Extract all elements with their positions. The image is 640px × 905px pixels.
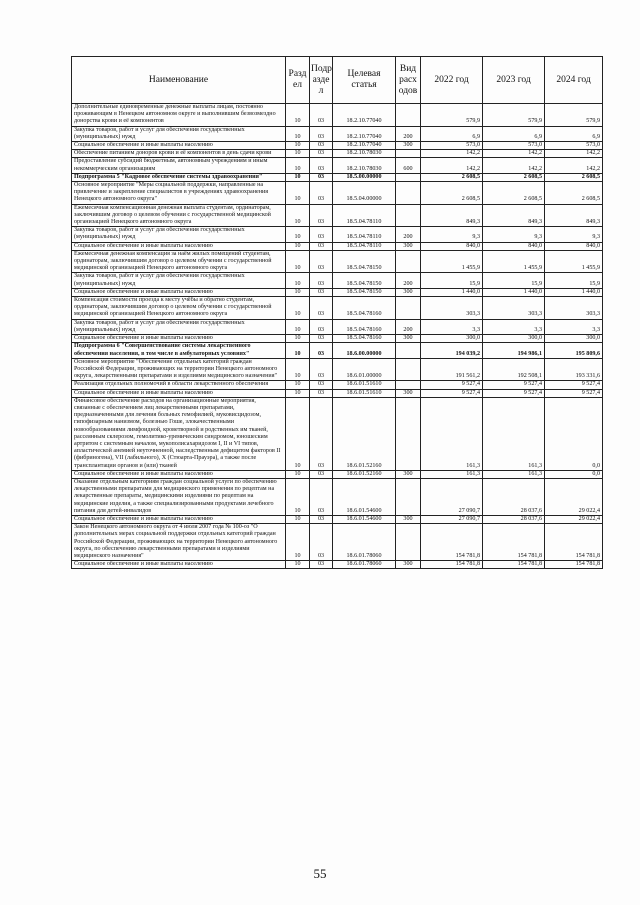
cell-2024: 0,0 bbox=[545, 397, 603, 470]
table-row bbox=[72, 470, 603, 478]
cell-name: Оказание отдельным категориям граждан социальной услуги по обеспечению лекарственными препаратами для медицинского применения по рецептам на лекарственные препараты, медицинскими изделиями по рецептам на медицинские изделия, а также специализированными продуктами лечебного питания для детей-инвалидов bbox=[72, 478, 286, 515]
cell-2023: 9,3 bbox=[483, 227, 545, 242]
cell-target-article: 18.6.01.54600 bbox=[333, 478, 396, 515]
cell-2022: 2 608,5 bbox=[421, 173, 483, 181]
cell-2024: 1 440,0 bbox=[545, 288, 603, 296]
cell-name: Социальное обеспечение и иные выплаты населению bbox=[72, 142, 286, 150]
cell-expense-type bbox=[396, 204, 421, 227]
cell-2022: 840,0 bbox=[421, 242, 483, 250]
cell-target-article: 18.5.00.00000 bbox=[333, 173, 396, 181]
cell-2022: 6,9 bbox=[421, 126, 483, 141]
cell-target-article: 18.2.10.77040 bbox=[333, 126, 396, 141]
cell-section: 10 bbox=[286, 173, 310, 181]
cell-section: 10 bbox=[286, 182, 310, 205]
table-row bbox=[72, 397, 603, 470]
cell-2023: 192 508,1 bbox=[483, 358, 545, 381]
cell-section: 10 bbox=[286, 288, 310, 296]
cell-section: 10 bbox=[286, 515, 310, 523]
cell-name: Основное мероприятие "Обеспечение отдельных категорий граждан Российской Федерации, проживающих на территории Ненецкого автономного округа, лекарственными препаратами и изделиями медицинского назначения" bbox=[72, 358, 286, 381]
cell-section: 10 bbox=[286, 319, 310, 334]
cell-2022: 9 527,4 bbox=[421, 381, 483, 389]
cell-target-article: 18.6.01.51610 bbox=[333, 381, 396, 389]
cell-2022: 3,3 bbox=[421, 319, 483, 334]
cell-subsection: 03 bbox=[310, 173, 333, 181]
cell-2022: 27 090,7 bbox=[421, 515, 483, 523]
cell-subsection: 03 bbox=[310, 389, 333, 397]
cell-2023: 1 440,0 bbox=[483, 288, 545, 296]
cell-expense-type bbox=[396, 524, 421, 561]
cell-target-article: 18.5.04.78150 bbox=[333, 250, 396, 273]
header-subsection: Подр азде л bbox=[310, 57, 333, 104]
cell-2024: 142,2 bbox=[545, 158, 603, 173]
cell-subsection: 03 bbox=[310, 397, 333, 470]
table-row bbox=[72, 335, 603, 343]
cell-2022: 300,0 bbox=[421, 335, 483, 343]
cell-target-article: 18.5.04.78110 bbox=[333, 204, 396, 227]
cell-2022: 303,3 bbox=[421, 297, 483, 320]
header-expense-type: Вид расх одов bbox=[396, 57, 421, 104]
cell-name: Подпрограмма 5 "Кадровое обеспечение системы здравоохранения" bbox=[72, 173, 286, 181]
cell-expense-type: 300 bbox=[396, 335, 421, 343]
cell-2024: 154 781,8 bbox=[545, 561, 603, 569]
cell-subsection: 03 bbox=[310, 561, 333, 569]
table-row bbox=[72, 389, 603, 397]
cell-subsection: 03 bbox=[310, 227, 333, 242]
cell-subsection: 03 bbox=[310, 319, 333, 334]
cell-target-article: 18.5.04.78110 bbox=[333, 242, 396, 250]
cell-section: 10 bbox=[286, 389, 310, 397]
cell-2023: 3,3 bbox=[483, 319, 545, 334]
cell-2024: 29 022,4 bbox=[545, 478, 603, 515]
cell-target-article: 18.2.10.78030 bbox=[333, 150, 396, 158]
table-row bbox=[72, 204, 603, 227]
table-row bbox=[72, 561, 603, 569]
header-2023: 2023 год bbox=[483, 57, 545, 104]
cell-subsection: 03 bbox=[310, 470, 333, 478]
cell-name: Закон Ненецкого автономного округа от 4 июля 2007 года № 100-оз "О дополнительных мерах социальной поддержки отдельных категорий граждан Российской Федерации, проживающих на территории Ненецкого автономного округа, по обеспечению лекарственными препаратами и изделиями медицинского назначения" bbox=[72, 524, 286, 561]
header-2022: 2022 год bbox=[421, 57, 483, 104]
cell-name: Закупка товаров, работ и услуг для обеспечения государственных (муниципальных) нужд bbox=[72, 227, 286, 242]
table-row bbox=[72, 150, 603, 158]
table-row bbox=[72, 227, 603, 242]
cell-2023: 573,0 bbox=[483, 142, 545, 150]
cell-section: 10 bbox=[286, 297, 310, 320]
budget-table bbox=[71, 56, 603, 569]
cell-name: Обеспечение питанием доноров крови и её компонентов в день сдачи крови bbox=[72, 150, 286, 158]
cell-name: Реализация отдельных полномочий в области лекарственного обеспечения bbox=[72, 381, 286, 389]
cell-2022: 849,3 bbox=[421, 204, 483, 227]
cell-subsection: 03 bbox=[310, 297, 333, 320]
cell-subsection: 03 bbox=[310, 515, 333, 523]
cell-2022: 2 608,5 bbox=[421, 182, 483, 205]
cell-2022: 1 440,0 bbox=[421, 288, 483, 296]
cell-expense-type: 300 bbox=[396, 561, 421, 569]
cell-2023: 194 986,1 bbox=[483, 343, 545, 358]
cell-name: Подпрограмма 6 "Совершенствование системы лекарственного обеспечения населения, в том числе в амбулаторных условиях" bbox=[72, 343, 286, 358]
cell-name: Социальное обеспечение и иные выплаты населению bbox=[72, 515, 286, 523]
cell-expense-type bbox=[396, 381, 421, 389]
cell-expense-type: 300 bbox=[396, 142, 421, 150]
cell-2022: 194 039,2 bbox=[421, 343, 483, 358]
table-row bbox=[72, 478, 603, 515]
cell-target-article: 18.5.04.78160 bbox=[333, 319, 396, 334]
cell-expense-type bbox=[396, 343, 421, 358]
cell-subsection: 03 bbox=[310, 478, 333, 515]
cell-name: Закупка товаров, работ и услуг для обеспечения государственных (муниципальных) нужд bbox=[72, 319, 286, 334]
cell-target-article: 18.6.00.00000 bbox=[333, 343, 396, 358]
cell-2023: 161,3 bbox=[483, 397, 545, 470]
cell-section: 10 bbox=[286, 273, 310, 288]
cell-2024: 840,0 bbox=[545, 242, 603, 250]
cell-name: Основное мероприятие "Меры социальной поддержки, направленные на привлечение и закрепление специалистов в учреждениях здравоохранения Ненецкого автономного округа" bbox=[72, 182, 286, 205]
cell-2022: 579,9 bbox=[421, 104, 483, 127]
cell-2024: 573,0 bbox=[545, 142, 603, 150]
table-row bbox=[72, 242, 603, 250]
cell-2022: 573,0 bbox=[421, 142, 483, 150]
cell-name: Социальное обеспечение и иные выплаты населению bbox=[72, 335, 286, 343]
cell-2024: 579,9 bbox=[545, 104, 603, 127]
cell-2023: 2 608,5 bbox=[483, 173, 545, 181]
cell-2024: 15,9 bbox=[545, 273, 603, 288]
table-row bbox=[72, 343, 603, 358]
cell-2022: 9,3 bbox=[421, 227, 483, 242]
table-row bbox=[72, 273, 603, 288]
cell-name: Закупка товаров, работ и услуг для обеспечения государственных (муниципальных) нужд bbox=[72, 273, 286, 288]
cell-section: 10 bbox=[286, 397, 310, 470]
table-row bbox=[72, 297, 603, 320]
cell-target-article: 18.5.04.78160 bbox=[333, 335, 396, 343]
cell-expense-type bbox=[396, 104, 421, 127]
table-row bbox=[72, 524, 603, 561]
cell-section: 10 bbox=[286, 126, 310, 141]
cell-subsection: 03 bbox=[310, 381, 333, 389]
cell-2023: 154 781,8 bbox=[483, 524, 545, 561]
cell-expense-type bbox=[396, 478, 421, 515]
cell-expense-type: 200 bbox=[396, 273, 421, 288]
cell-target-article: 18.6.01.52160 bbox=[333, 397, 396, 470]
cell-2023: 1 455,9 bbox=[483, 250, 545, 273]
header-2024: 2024 год bbox=[545, 57, 603, 104]
cell-subsection: 03 bbox=[310, 524, 333, 561]
table-row bbox=[72, 182, 603, 205]
cell-2024: 9 527,4 bbox=[545, 381, 603, 389]
cell-subsection: 03 bbox=[310, 343, 333, 358]
cell-subsection: 03 bbox=[310, 335, 333, 343]
table-row bbox=[72, 250, 603, 273]
cell-2023: 28 037,6 bbox=[483, 478, 545, 515]
cell-2024: 9 527,4 bbox=[545, 389, 603, 397]
cell-2024: 849,3 bbox=[545, 204, 603, 227]
cell-target-article: 18.5.04.78150 bbox=[333, 273, 396, 288]
table-row bbox=[72, 288, 603, 296]
cell-subsection: 03 bbox=[310, 358, 333, 381]
table-header-row bbox=[72, 57, 603, 104]
table-row bbox=[72, 173, 603, 181]
cell-2024: 2 608,5 bbox=[545, 182, 603, 205]
header-target-article: Целевая статья bbox=[333, 57, 396, 104]
cell-expense-type: 300 bbox=[396, 515, 421, 523]
cell-expense-type bbox=[396, 297, 421, 320]
cell-target-article: 18.2.10.77040 bbox=[333, 142, 396, 150]
cell-target-article: 18.6.01.00000 bbox=[333, 358, 396, 381]
cell-subsection: 03 bbox=[310, 142, 333, 150]
table-row bbox=[72, 381, 603, 389]
cell-expense-type: 200 bbox=[396, 126, 421, 141]
cell-section: 10 bbox=[286, 335, 310, 343]
cell-2022: 1 455,9 bbox=[421, 250, 483, 273]
cell-2022: 161,3 bbox=[421, 397, 483, 470]
cell-target-article: 18.6.01.52160 bbox=[333, 470, 396, 478]
cell-section: 10 bbox=[286, 358, 310, 381]
cell-2024: 303,3 bbox=[545, 297, 603, 320]
cell-section: 10 bbox=[286, 478, 310, 515]
cell-2023: 142,2 bbox=[483, 150, 545, 158]
cell-target-article: 18.2.10.77040 bbox=[333, 104, 396, 127]
cell-subsection: 03 bbox=[310, 104, 333, 127]
cell-name: Ежемесячная компенсационная денежная выплата студентам, ординаторам, заключившим договор о целевом обучении с государственной медицинской организацией Ненецкого автономного округа bbox=[72, 204, 286, 227]
cell-target-article: 18.6.01.78060 bbox=[333, 561, 396, 569]
cell-expense-type bbox=[396, 358, 421, 381]
cell-expense-type: 200 bbox=[396, 319, 421, 334]
page-number: 55 bbox=[313, 866, 327, 881]
cell-target-article: 18.2.10.78030 bbox=[333, 158, 396, 173]
cell-2023: 2 608,5 bbox=[483, 182, 545, 205]
cell-expense-type bbox=[396, 397, 421, 470]
cell-section: 10 bbox=[286, 142, 310, 150]
cell-target-article: 18.6.01.78060 bbox=[333, 524, 396, 561]
cell-target-article: 18.6.01.51610 bbox=[333, 389, 396, 397]
cell-2022: 154 781,8 bbox=[421, 524, 483, 561]
cell-2022: 142,2 bbox=[421, 158, 483, 173]
cell-section: 10 bbox=[286, 158, 310, 173]
cell-name: Социальное обеспечение и иные выплаты населению bbox=[72, 470, 286, 478]
cell-2023: 161,3 bbox=[483, 470, 545, 478]
cell-name: Социальное обеспечение и иные выплаты населению bbox=[72, 561, 286, 569]
cell-section: 10 bbox=[286, 242, 310, 250]
cell-subsection: 03 bbox=[310, 250, 333, 273]
cell-subsection: 03 bbox=[310, 150, 333, 158]
cell-2022: 15,9 bbox=[421, 273, 483, 288]
header-name: Наименование bbox=[72, 57, 286, 104]
cell-expense-type bbox=[396, 182, 421, 205]
cell-2024: 9,3 bbox=[545, 227, 603, 242]
cell-2023: 303,3 bbox=[483, 297, 545, 320]
cell-2022: 27 090,7 bbox=[421, 478, 483, 515]
table-row bbox=[72, 319, 603, 334]
cell-target-article: 18.5.04.78150 bbox=[333, 288, 396, 296]
cell-2024: 6,9 bbox=[545, 126, 603, 141]
cell-subsection: 03 bbox=[310, 126, 333, 141]
cell-section: 10 bbox=[286, 524, 310, 561]
cell-section: 10 bbox=[286, 561, 310, 569]
cell-subsection: 03 bbox=[310, 273, 333, 288]
cell-expense-type bbox=[396, 250, 421, 273]
cell-section: 10 bbox=[286, 470, 310, 478]
cell-2022: 191 561,2 bbox=[421, 358, 483, 381]
cell-section: 10 bbox=[286, 381, 310, 389]
cell-2022: 9 527,4 bbox=[421, 389, 483, 397]
cell-section: 10 bbox=[286, 104, 310, 127]
cell-subsection: 03 bbox=[310, 158, 333, 173]
cell-subsection: 03 bbox=[310, 204, 333, 227]
cell-2022: 142,2 bbox=[421, 150, 483, 158]
cell-expense-type bbox=[396, 173, 421, 181]
cell-expense-type: 200 bbox=[396, 227, 421, 242]
table-row bbox=[72, 158, 603, 173]
table-row bbox=[72, 126, 603, 141]
cell-2024: 195 809,6 bbox=[545, 343, 603, 358]
cell-expense-type: 300 bbox=[396, 389, 421, 397]
cell-2023: 6,9 bbox=[483, 126, 545, 141]
cell-2024: 29 022,4 bbox=[545, 515, 603, 523]
cell-2024: 1 455,9 bbox=[545, 250, 603, 273]
table-row bbox=[72, 515, 603, 523]
cell-2023: 579,9 bbox=[483, 104, 545, 127]
cell-2023: 9 527,4 bbox=[483, 381, 545, 389]
cell-subsection: 03 bbox=[310, 242, 333, 250]
cell-subsection: 03 bbox=[310, 288, 333, 296]
cell-name: Социальное обеспечение и иные выплаты населению bbox=[72, 288, 286, 296]
cell-2024: 0,0 bbox=[545, 470, 603, 478]
cell-section: 10 bbox=[286, 204, 310, 227]
cell-section: 10 bbox=[286, 343, 310, 358]
table-row bbox=[72, 142, 603, 150]
cell-name: Дополнительные единовременные денежные выплаты лицам, постоянно проживающим в Ненецком автономном округе и выполнившим безвозмездно донорства крови и её компонентов bbox=[72, 104, 286, 127]
cell-expense-type: 300 bbox=[396, 288, 421, 296]
cell-2023: 15,9 bbox=[483, 273, 545, 288]
cell-expense-type: 300 bbox=[396, 470, 421, 478]
cell-name: Закупка товаров, работ и услуг для обеспечения государственных (муниципальных) нужд bbox=[72, 126, 286, 141]
cell-2024: 142,2 bbox=[545, 150, 603, 158]
cell-2022: 161,3 bbox=[421, 470, 483, 478]
cell-2023: 849,3 bbox=[483, 204, 545, 227]
cell-2023: 9 527,4 bbox=[483, 389, 545, 397]
cell-2024: 154 781,8 bbox=[545, 524, 603, 561]
cell-expense-type: 600 bbox=[396, 158, 421, 173]
cell-2023: 154 781,8 bbox=[483, 561, 545, 569]
cell-target-article: 18.6.01.54600 bbox=[333, 515, 396, 523]
cell-target-article: 18.5.04.78110 bbox=[333, 227, 396, 242]
cell-expense-type: 300 bbox=[396, 242, 421, 250]
cell-target-article: 18.5.04.78160 bbox=[333, 297, 396, 320]
table-row bbox=[72, 104, 603, 127]
cell-2023: 28 037,6 bbox=[483, 515, 545, 523]
cell-section: 10 bbox=[286, 227, 310, 242]
cell-2022: 154 781,8 bbox=[421, 561, 483, 569]
table-row bbox=[72, 358, 603, 381]
cell-name: Социальное обеспечение и иные выплаты населению bbox=[72, 242, 286, 250]
cell-2023: 300,0 bbox=[483, 335, 545, 343]
cell-2023: 840,0 bbox=[483, 242, 545, 250]
cell-2024: 300,0 bbox=[545, 335, 603, 343]
cell-target-article: 18.5.04.00000 bbox=[333, 182, 396, 205]
cell-section: 10 bbox=[286, 250, 310, 273]
cell-name: Ежемесячная денежная компенсация за наём жилых помещений студентам, ординаторам, заключившим договор о целевом обучении с государственной медицинской организацией Ненецкого автономного округа bbox=[72, 250, 286, 273]
header-section: Разд ел bbox=[286, 57, 310, 104]
cell-name: Финансовое обеспечение расходов на организационные мероприятия, связанные с обеспечением лиц лекарственными препаратами, предназначенными для лечения больных гемофилией, муковисцидозом, гипофизарным нанизмом, болезнью Гоше, злокачественными новообразованиями лимфоидной, кроветворной и родственных им тканей, рассеянным склерозом, гемолитико-уремическим синдромом, юношеским артритом с системным началом, мукополисахаридозом I, II и VI типов, апластической анемией неуточненной, наследственным дефицитом факторов II (фибриногена), VII (лабильного), X (Стюарта-Прауэра), а также после трансплантации органов и (или) тканей bbox=[72, 397, 286, 470]
cell-expense-type bbox=[396, 150, 421, 158]
cell-2024: 193 331,6 bbox=[545, 358, 603, 381]
cell-name: Социальное обеспечение и иные выплаты населению bbox=[72, 389, 286, 397]
cell-name: Предоставление субсидий бюджетным, автономным учреждениям и иным некоммерческим организациям bbox=[72, 158, 286, 173]
cell-name: Компенсация стоимости проезда к месту учёбы и обратно студентам, ординаторам, заключившим договор о целевом обучении с государственной медицинской организацией Ненецкого автономного округа bbox=[72, 297, 286, 320]
cell-2024: 2 608,5 bbox=[545, 173, 603, 181]
cell-subsection: 03 bbox=[310, 182, 333, 205]
cell-2023: 142,2 bbox=[483, 158, 545, 173]
cell-section: 10 bbox=[286, 150, 310, 158]
cell-2024: 3,3 bbox=[545, 319, 603, 334]
